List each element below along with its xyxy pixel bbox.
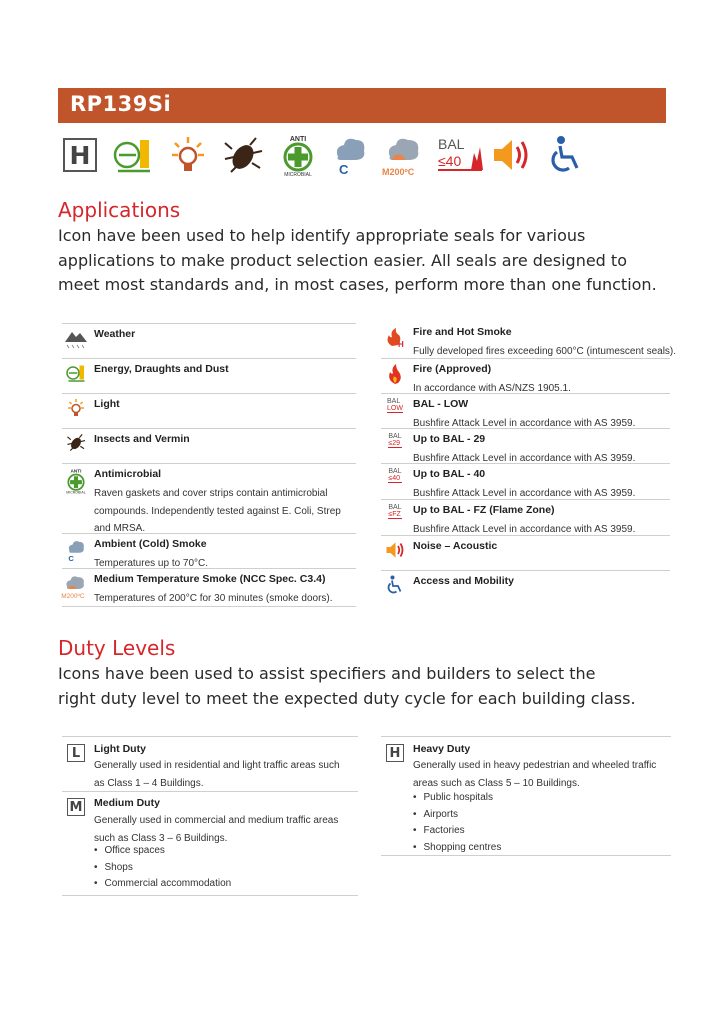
table-bottom-rule [62,895,358,896]
svg-text:ANTI: ANTI [289,136,307,143]
list-item [62,428,356,463]
list-item: • Commercial accommodation [94,876,231,893]
row-title: Insects and Vermin [94,433,190,445]
list-item: • Shopping centres [413,840,501,857]
insects-icon [62,433,90,459]
applications-heading: Applications [58,198,181,222]
row-title: Fire and Hot Smoke [413,326,512,338]
medium-duty-list [94,843,231,893]
noise-icon [490,133,532,177]
weather-icon [62,328,90,354]
list-item: • Factories [413,823,501,840]
heavy-duty-icon: H [62,133,98,177]
table-bottom-rule [62,606,356,607]
svg-text:C: C [68,553,74,562]
list-item [381,736,671,856]
list-item [381,322,677,357]
list-item [381,463,670,498]
row-title: Medium Temperature Smoke (NCC Spec. C3.4) [94,573,326,585]
svg-text:MICROBIAL: MICROBIAL [284,172,312,177]
heavy-duty-list [413,790,501,856]
list-item: • Office spaces [94,843,231,860]
medium-temp-smoke-icon [380,133,430,177]
svg-text:M200ºC: M200ºC [61,592,85,599]
list-item [62,323,356,358]
list-item [62,736,358,791]
duty-levels-paragraph: Icons have been used to assist specifiers and builders to select the right duty level to meet the expected duty cycle for each building class. [58,664,636,708]
row-title: Ambient (Cold) Smoke [94,538,207,550]
row-title: Access and Mobility [413,575,514,587]
row-description: Generally used in residential and light traffic areas such as Class 1 – 4 Buildings. [94,760,340,789]
svg-text:BAL: BAL [438,136,465,152]
row-description: Bushfire Attack Level in accordance with AS 3959. [413,418,636,429]
list-item [381,535,670,570]
list-item: • Public hospitals [413,790,501,807]
fire-icon [381,363,409,389]
applications-left-table [62,323,356,608]
bal-fz-icon: BAL ≤FZ [388,504,402,518]
light-duty-icon: L [62,744,90,770]
row-title: Light Duty [94,743,146,755]
ambient-smoke-icon [332,133,368,177]
row-title: Up to BAL - 40 [413,468,486,480]
bal-40-icon [438,133,486,177]
energy-icon [62,363,90,389]
medium-temp-smoke-icon [59,573,93,599]
list-item [62,393,356,428]
list-item [62,533,356,568]
row-description: Temperatures up to 70°C. [94,558,209,569]
list-item [381,393,670,428]
duty-levels-heading: Duty Levels [58,636,176,660]
bal-29-icon: BAL ≤29 [388,433,402,447]
row-title: Energy, Draughts and Dust [94,363,229,375]
applications-right-table [381,322,677,587]
row-title: Noise – Acoustic [413,540,498,552]
row-description: Bushfire Attack Level in accordance with AS 3959. [413,524,636,535]
row-title: BAL - LOW [413,398,469,410]
row-title: Light [94,398,120,410]
list-item [62,463,356,533]
row-description: Generally used in commercial and medium traffic areas such as Class 3 – 6 Buildings. [94,815,339,844]
noise-icon [381,540,409,566]
antimicrobial-icon [62,468,90,494]
row-title: Up to BAL - FZ (Flame Zone) [413,504,555,516]
bal-low-icon: BAL LOW [387,398,403,412]
list-item [381,428,670,463]
row-title: Fire (Approved) [413,363,492,375]
row-description: Fully developed fires exceeding 600°C (intumescent seals). [413,346,677,357]
bal-40-icon: BAL ≤40 [388,468,402,482]
light-icon [170,133,206,177]
svg-text:H: H [398,340,404,348]
duty-left-table [62,736,358,898]
row-title: Medium Duty [94,797,160,809]
list-item [381,499,670,534]
row-title: Heavy Duty [413,743,471,755]
feature-icon-strip [62,133,602,177]
row-title: Weather [94,328,136,340]
list-item [62,568,356,606]
product-code: RP139Si [70,92,172,116]
applications-paragraph: Icon have been used to help identify appropriate seals for various applications to make product selection easier. All seals are designed to meet most standards and, in most cases, perform more than one function. [58,226,657,294]
list-item [381,358,670,393]
list-item [381,570,670,604]
svg-text:M200ºC: M200ºC [382,167,415,177]
light-icon [62,398,90,424]
antimicrobial-icon [278,133,318,177]
row-description: Bushfire Attack Level in accordance with AS 3959. [413,453,636,464]
ambient-smoke-icon [62,538,90,564]
duty-right-table [381,736,671,858]
row-title: Antimicrobial [94,468,162,480]
svg-text:MICROBIAL: MICROBIAL [66,490,86,494]
energy-icon [112,133,154,177]
svg-text:≤40: ≤40 [438,153,462,169]
svg-text:C: C [339,162,349,177]
row-description: Generally used in heavy pedestrian and wheeled traffic areas such as Class 5 – 10 Buildings. [413,760,657,789]
list-item [62,791,358,896]
access-icon [548,133,584,177]
row-description: Temperatures of 200°C for 30 minutes (smoke doors). [94,593,333,604]
row-description: Bushfire Attack Level in accordance with AS 3959. [413,488,636,499]
row-description: In accordance with AS/NZS 1905.1. [413,383,571,394]
list-item: • Shops [94,860,231,877]
row-title: Up to BAL - 29 [413,433,486,445]
heavy-duty-icon: H [381,744,409,770]
insects-icon [222,133,264,177]
table-bottom-rule [381,855,671,856]
row-description: Raven gaskets and cover strips contain antimicrobial compounds. Independently tested against E. Coli, Strep and MRSA. [94,488,341,534]
fire-hot-smoke-icon [381,326,409,352]
access-icon [381,575,409,601]
list-item [62,358,356,393]
product-header-bar [58,88,666,123]
list-item: • Airports [413,807,501,824]
svg-text:ANTI: ANTI [70,469,82,475]
medium-duty-icon: M [62,798,90,824]
